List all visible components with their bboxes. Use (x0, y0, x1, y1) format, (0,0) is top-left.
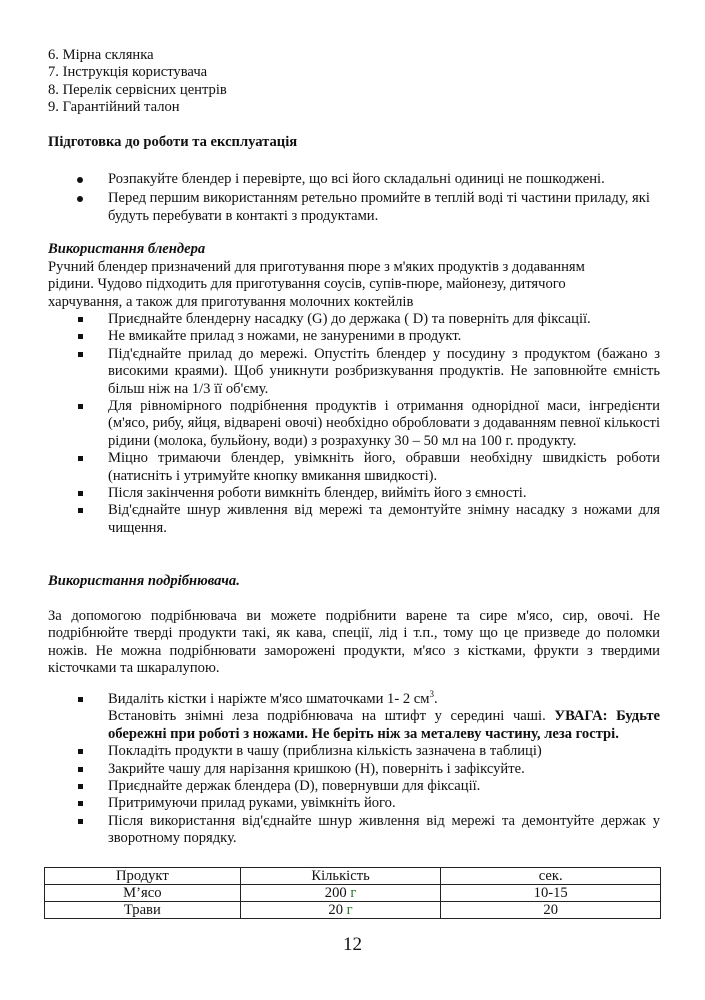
table-header-cell: Продукт (45, 868, 241, 885)
list-item: Притримуючи прилад руками, увімкніть його. (48, 795, 660, 812)
page-number: 12 (343, 934, 362, 955)
bullet-square-icon (78, 404, 83, 409)
list-item: Покладіть продукти в чашу (приблизна кількість зазначена в таблиці) (48, 743, 660, 760)
unit-label: г (350, 885, 357, 901)
safety-warning: УВАГА: Будьте обережні при роботі з ножами. Не беріть ніж за металеву частину, леза гострі. (108, 708, 661, 742)
bullet-square-icon (78, 767, 83, 772)
bullet-square-icon (78, 819, 83, 824)
seconds-cell: 10-15 (441, 885, 661, 902)
list-item: Перед першим використанням ретельно промийте в теплій воді ті частини приладу, які будуть перебувати в контакті з продуктами. (48, 190, 660, 225)
bullet-square-icon (78, 317, 83, 322)
bullet-square-icon (78, 456, 83, 461)
chopping-times-table (44, 867, 661, 919)
contents-item: 8. Перелік сервісних центрів (48, 81, 227, 98)
bullet-square-icon (78, 491, 83, 496)
bullet-square-icon (78, 334, 83, 339)
product-cell: М’ясо (45, 885, 241, 902)
preparation-heading: Підготовка до роботи та експлуатація (48, 134, 298, 150)
list-item: Приєднайте держак блендера (D), повернувши для фіксації. (48, 778, 660, 795)
blender-steps-list (48, 311, 660, 537)
table-header-cell: Кількість (240, 868, 441, 885)
list-item: Після закінчення роботи вимкніть блендер, вийміть його з ємності. (48, 485, 660, 502)
blender-intro: Ручний блендер призначений для приготування пюре з м'яких продуктів з додаванням рідини. Чудово підходить для приготування соусів, супів-пюре, майонезу, дитячого харчування, а також для приготування молочних коктейлів (48, 259, 585, 310)
bullet-square-icon (78, 801, 83, 806)
list-item: Не вмикайте прилад з ножами, не зануреними в продукт. (48, 328, 660, 345)
list-item: Закрийте чашу для нарізання кришкою (H), поверніть і зафіксуйте. (48, 761, 660, 778)
contents-item: 7. Інструкція користувача (48, 64, 208, 81)
list-item: Приєднайте блендерну насадку (G) до держака ( D) та поверніть для фіксації. (48, 311, 660, 328)
bullet-square-icon (78, 352, 83, 357)
chopper-steps-list (48, 691, 660, 848)
table-row (45, 885, 661, 902)
list-item: Розпакуйте блендер і перевірте, що всі його складальні одиниці не пошкоджені. (48, 171, 660, 188)
contents-item: 9. Гарантійний талон (48, 99, 180, 116)
table-row (45, 902, 661, 919)
amount-cell: 200 г (240, 885, 441, 902)
chopper-usage-heading: Використання подрібнювача. (48, 573, 240, 589)
list-item: Міцно тримаючи блендер, увімкніть його, обравши необхідну швидкість роботи (натисніть і утримуйте кнопку вмикання швидкості). (48, 450, 660, 485)
preparation-list (48, 171, 660, 225)
contents-item: 6. Мірна склянка (48, 47, 154, 63)
bullet-dot-icon (77, 196, 83, 202)
list-item: Після використання від'єднайте шнур живлення від мережі та демонтуйте держак у зворотному порядку. (48, 813, 660, 848)
bullet-square-icon (78, 697, 83, 702)
product-cell: Трави (45, 902, 241, 919)
table-header-row (45, 868, 661, 885)
bullet-square-icon (78, 508, 83, 513)
package-contents-list (48, 47, 660, 117)
seconds-cell: 20 (441, 902, 661, 919)
table-header-cell: сек. (441, 868, 661, 885)
amount-cell: 20 г (240, 902, 441, 919)
list-item: Під'єднайте прилад до мережі. Опустіть блендер у посудину з продуктом (бажано з високими краями). Щоб уникнути розбризкування продуктів. Не заповнюйте ємність більш ніж на 1/3 її об'єму. (48, 346, 660, 398)
unit-label: г (346, 902, 353, 918)
list-item: Для рівномірного подрібнення продуктів і отримання однорідної маси, інгредієнти (м'ясо, рибу, яйця, відварені овочі) необхідно обробловати з додаванням певної кількості рідини (молока, бульйону, води) з розрахунку 30 – 50 мл на 100 г. продукту. (48, 398, 660, 450)
bullet-dot-icon (77, 177, 83, 183)
bullet-square-icon (78, 784, 83, 789)
chopper-intro: За допомогою подрібнювача ви можете подрібнити варене та сире м'ясо, сир, овочі. Не подрібнюйте тверді продукти такі, як кава, спеції, лід і т.п., тому що це призведе до поломки ножів. Не можна подрібнювати заморожені продукти, м'ясо з кістками, фрукти з твердими кісточками та шкаралупою. (48, 608, 660, 677)
bullet-square-icon (78, 749, 83, 754)
blender-usage-heading: Використання блендера (48, 241, 206, 257)
list-item: Від'єднайте шнур живлення від мережі та демонтуйте знімну насадку з ножами для чищення. (48, 502, 660, 537)
list-item: Видаліть кістки і наріжте м'ясо шматочками 1- 2 $см^3$. Встановіть знімні леза подрібнювача на штифт у середині чаші. УВАГА: Будьте обережні при роботі з ножами. Не беріть ніж за металеву частину, леза гострі. (48, 691, 660, 743)
